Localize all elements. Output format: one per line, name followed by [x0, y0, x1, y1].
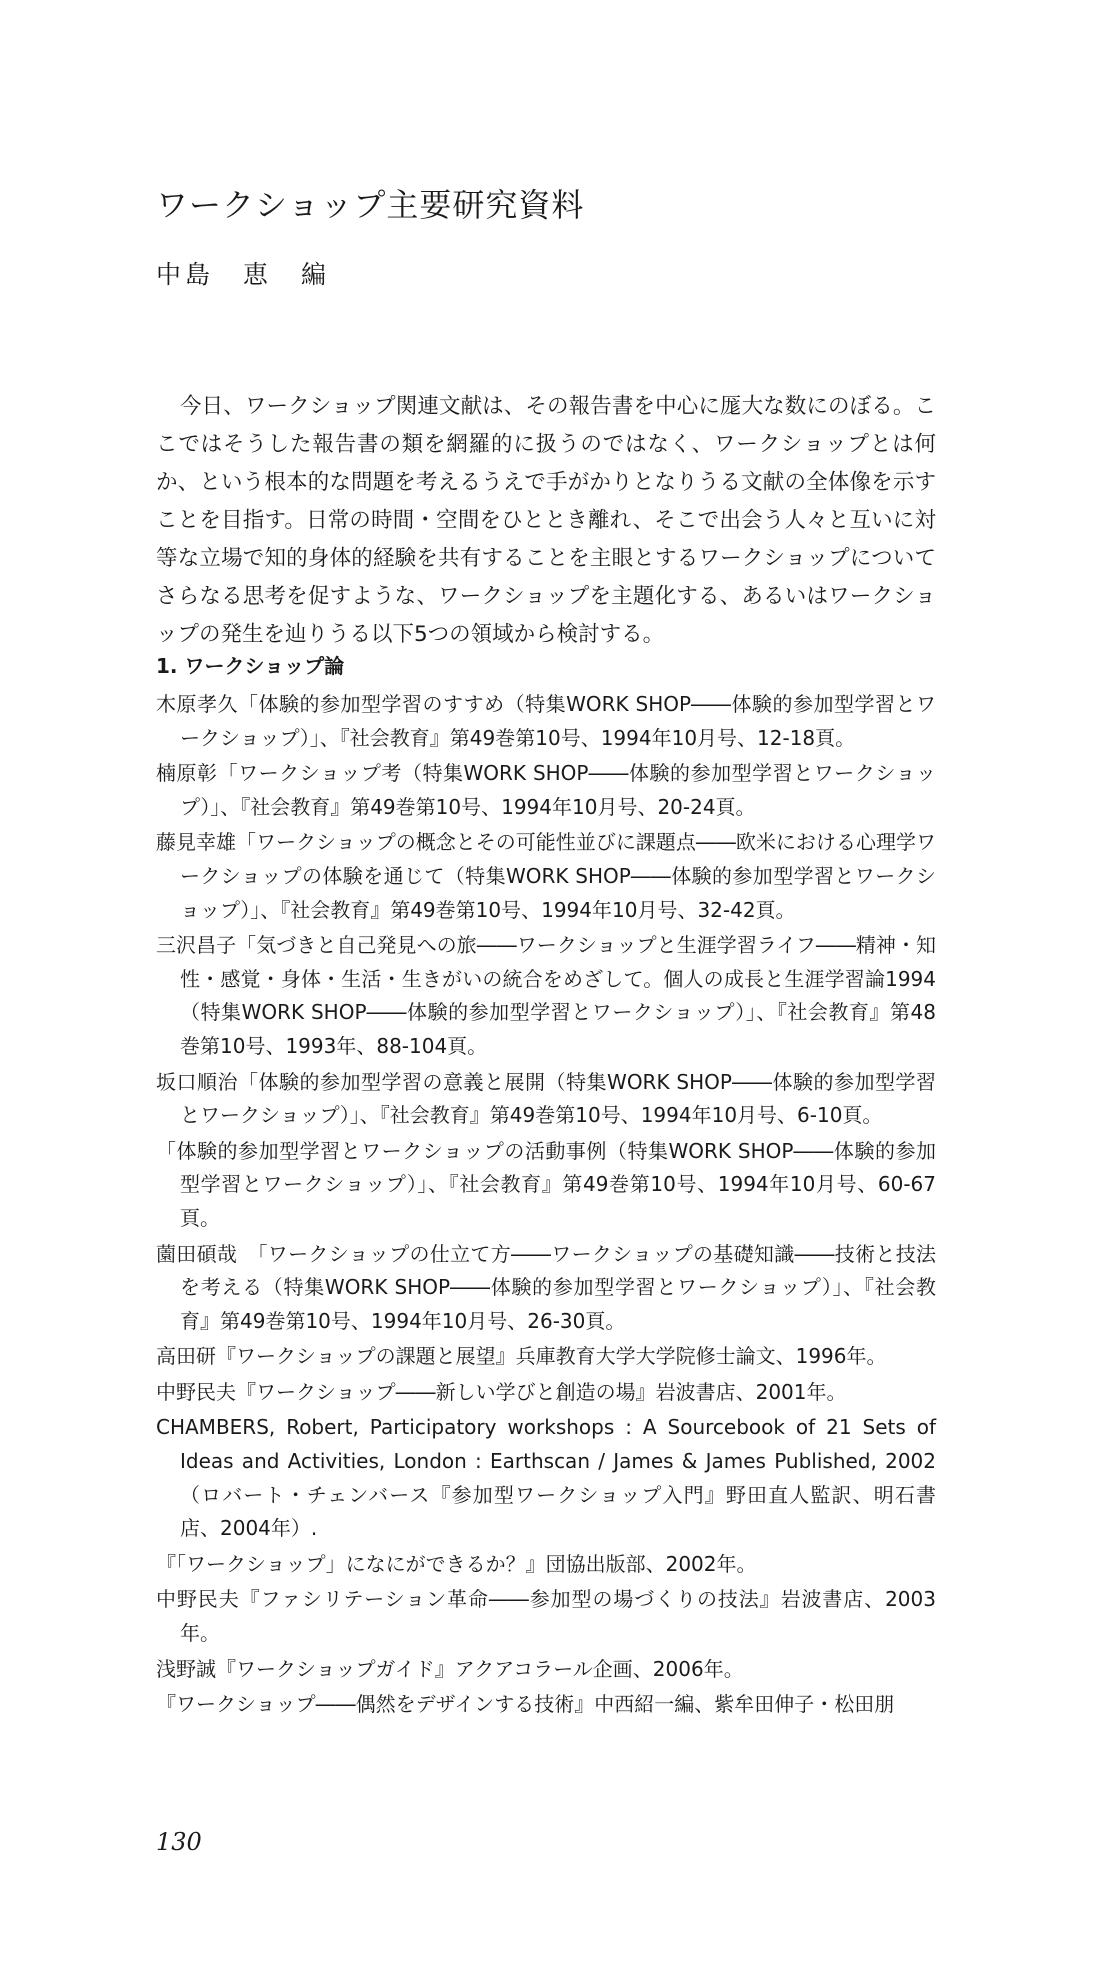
reference-item: 木原孝久「体験的参加型学習のすすめ（特集WORK SHOP――体験的参加型学習とワークショップ）」、『社会教育』第49巻第10号、1994年10月号、12-18頁。 — [156, 692, 936, 750]
reference-item: 浅野誠『ワークショップガイド』アクアコラール企画、2006年。 — [156, 1656, 744, 1681]
reference-item: 『「ワークショップ」になにができるか？』団協出版部、2002年。 — [156, 1551, 757, 1576]
reference-item: 中野民夫『ワークショップ――新しい学びと創造の場』岩波書店、2001年。 — [156, 1379, 847, 1404]
reference-item: 高田研『ワークショップの課題と展望』兵庫教育大学大学院修士論文、1996年。 — [156, 1344, 887, 1369]
reference-item: 『ワークショップ――偶然をデザインする技術』中西紹一編、紫牟田伸子・松田朋 — [156, 1692, 895, 1717]
reference-item: 「体験的参加型学習とワークショップの活動事例（特集WORK SHOP――体験的参加型学習とワークショップ）」、『社会教育』第49巻第10号、1994年10月号、60-67頁。 — [156, 1138, 936, 1230]
reference-item: 薗田碩哉 「ワークショップの仕立て方――ワークショップの基礎知識――技術と技法を考える（特集WORK SHOP――体験的参加型学習とワークショップ）」、『社会教育』第49巻第10号、1994年10月号、26-30頁。 — [156, 1241, 936, 1333]
intro-paragraph: 今日、ワークショップ関連文献は、その報告書を中心に厖大な数にのぼる。ここではそうした報告書の類を網羅的に扱うのではなく、ワークショップとは何か、という根本的な問題を考えるうえで手がかりとなりうる文献の全体像を示すことを目指す。日常の時間・空間をひととき離れ、そこで出会う人々と互いに対等な立場で知的身体的経験を共有することを主眼とするワークショップについてさらなる思考を促すような、ワークショップを主題化する、あるいはワークショップの発生を辿りうる以下5つの領域から検討する。 — [156, 394, 936, 647]
reference-item: CHAMBERS, Robert, Participatory workshops : A Sourcebook of 21 Sets of Ideas and Activities, London : Earthscan / James & James Published, 2002（ロバート・チェンバース『参加型ワークショップ入門』野田直人監訳、明石書店、2004年）. — [156, 1415, 936, 1541]
reference-item: 楠原彰「ワークショップ考（特集WORK SHOP――体験的参加型学習とワークショップ）」、『社会教育』第49巻第10号、1994年10月号、20-24頁。 — [156, 761, 936, 819]
page-number: 130 — [156, 1828, 202, 1856]
section-heading: 1. ワークショップ論 — [156, 654, 345, 678]
reference-item: 三沢昌子「気づきと自己発見への旅――ワークショップと生涯学習ライフ――精神・知性・感覚・身体・生活・生きがいの統合をめざして。個人の成長と生涯学習論1994（特集WORK SHOP――体験的参加型学習とワークショップ）」、『社会教育』第48巻第10号、1993年、88-104頁。 — [156, 933, 936, 1058]
editor-line: 中島 恵 編 — [156, 260, 331, 289]
reference-item: 藤見幸雄「ワークショップの概念とその可能性並びに課題点――欧米における心理学ワークショップの体験を通じて（特集WORK SHOP――体験的参加型学習とワークショップ）」、『社会教育』第49巻第10号、1994年10月号、32-42頁。 — [156, 830, 936, 922]
reference-item: 坂口順治「体験的参加型学習の意義と展開（特集WORK SHOP――体験的参加型学習とワークショップ）」、『社会教育』第49巻第10号、1994年10月号、6-10頁。 — [156, 1069, 936, 1128]
reference-list — [156, 688, 936, 1722]
document-title: ワークショップ主要研究資料 — [156, 186, 585, 224]
reference-item: 中野民夫『ファシリテーション革命――参加型の場づくりの技法』岩波書店、2003年。 — [156, 1587, 936, 1646]
section-workshop-theory — [156, 652, 936, 1724]
